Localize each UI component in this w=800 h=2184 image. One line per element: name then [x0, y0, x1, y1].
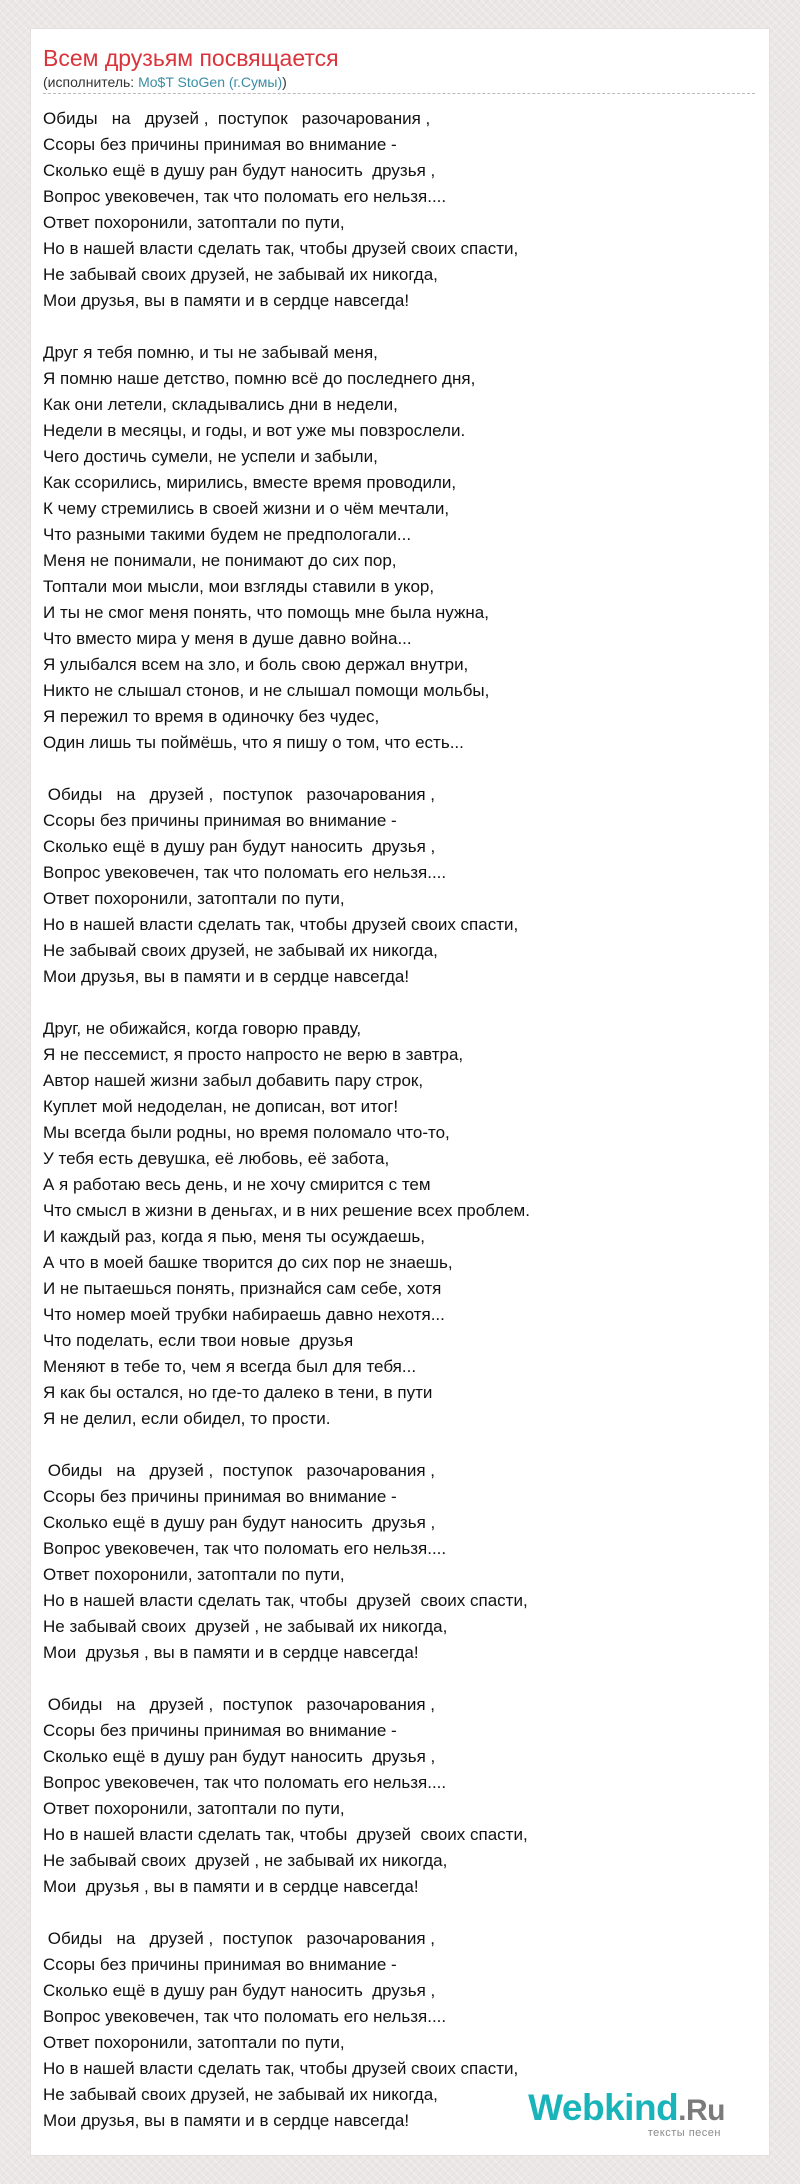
site-logo-wordmark: [528, 2088, 725, 2131]
lyrics-line: Мои друзья , вы в памяти и в сердце навсегда!: [43, 1877, 419, 1896]
lyrics-line: Ответ похоронили, затоптали по пути,: [43, 2033, 345, 2052]
artist-suffix: ): [282, 74, 287, 90]
lyrics-line: Ответ похоронили, затоптали по пути,: [43, 889, 345, 908]
lyrics-line: Не забывай своих друзей , не забывай их никогда,: [43, 1851, 448, 1870]
lyrics-line: Не забывай своих друзей, не забывай их никогда,: [43, 265, 438, 284]
lyrics-line: Вопрос увековечен, так что поломать его нельзя....: [43, 1539, 447, 1558]
lyrics-line: Вопрос увековечен, так что поломать его нельзя....: [43, 2007, 447, 2026]
lyrics-line: Друг, не обижайся, когда говорю правду,: [43, 1019, 362, 1038]
lyrics-line: Никто не слышал стонов, и не слышал помощи мольбы,: [43, 681, 490, 700]
lyrics-line: Вопрос увековечен, так что поломать его нельзя....: [43, 187, 447, 206]
lyrics-line: Куплет мой недоделан, не дописан, вот итог!: [43, 1097, 399, 1116]
lyrics-line: Ответ похоронили, затоптали по пути,: [43, 1565, 345, 1584]
lyrics-line: У тебя есть девушка, её любовь, её забота,: [43, 1149, 390, 1168]
lyrics-line: Что поделать, если твои новые друзья: [43, 1331, 354, 1350]
lyrics-line: Как ссорились, мирились, вместе время проводили,: [43, 473, 457, 492]
lyrics-line: Ответ похоронили, затоптали по пути,: [43, 213, 345, 232]
lyrics-line: Друг я тебя помню, и ты не забывай меня,: [43, 343, 378, 362]
lyrics-stanza: [43, 1458, 759, 1666]
lyrics-stanza: [43, 1016, 759, 1432]
lyrics-line: Вопрос увековечен, так что поломать его нельзя....: [43, 1773, 447, 1792]
lyrics-line: Топтали мои мысли, мои взгляды ставили в укор,: [43, 577, 435, 596]
lyrics-line: Меняют в тебе то, чем я всегда был для тебя...: [43, 1357, 417, 1376]
lyrics-line: Чего достичь сумели, не успели и забыли,: [43, 447, 378, 466]
lyrics-line: Мои друзья, вы в памяти и в сердце навсегда!: [43, 967, 410, 986]
lyrics-line: Один лишь ты поймёшь, что я пишу о том, что есть...: [43, 733, 464, 752]
lyrics-line: Обиды на друзей , поступок разочарования ,: [43, 785, 435, 804]
lyrics-line: Не забывай своих друзей , не забывай их никогда,: [43, 1617, 448, 1636]
lyrics-line: Я помню наше детство, помню всё до последнего дня,: [43, 369, 476, 388]
lyrics-line: Мои друзья, вы в памяти и в сердце навсегда!: [43, 291, 410, 310]
site-logo-name: Webkind: [528, 2087, 679, 2128]
lyrics-line: Мои друзья , вы в памяти и в сердце навсегда!: [43, 1643, 419, 1662]
site-logo[interactable]: [528, 2088, 725, 2139]
lyrics-line: Не забывай своих друзей, не забывай их никогда,: [43, 2085, 438, 2104]
lyrics-line: Мои друзья, вы в памяти и в сердце навсегда!: [43, 2111, 410, 2130]
lyrics-line: К чему стремились в своей жизни и о чём мечтали,: [43, 499, 450, 518]
lyrics-line: Но в нашей власти сделать так, чтобы друзей своих спасти,: [43, 915, 519, 934]
artist-line: [43, 73, 755, 94]
lyrics-line: Но в нашей власти сделать так, чтобы друзей своих спасти,: [43, 239, 519, 258]
lyrics-stanza: [43, 782, 759, 990]
lyrics-stanza: [43, 106, 759, 314]
lyrics-line: Я улыбался всем на зло, и боль свою держал внутри,: [43, 655, 469, 674]
lyrics-line: Сколько ещё в душу ран будут наносить друзья ,: [43, 1513, 436, 1532]
lyrics-line: Что вместо мира у меня в душе давно война...: [43, 629, 412, 648]
lyrics-line: Обиды на друзей , поступок разочарования ,: [43, 109, 431, 128]
lyrics-line: Что номер моей трубки набираешь давно нехотя...: [43, 1305, 445, 1324]
lyrics-line: Сколько ещё в душу ран будут наносить друзья ,: [43, 1747, 436, 1766]
lyrics-stanza: [43, 340, 759, 756]
song-title: Всем друзьям посвящается: [43, 45, 339, 71]
lyrics-line: Я не пессемист, я просто напросто не верю в завтра,: [43, 1045, 464, 1064]
lyrics-line: Но в нашей власти сделать так, чтобы друзей своих спасти,: [43, 1591, 528, 1610]
lyrics-line: И каждый раз, когда я пью, меня ты осуждаешь,: [43, 1227, 425, 1246]
lyrics-line: Автор нашей жизни забыл добавить пару строк,: [43, 1071, 424, 1090]
lyrics-card: [30, 28, 770, 2156]
lyrics-body: [43, 106, 759, 2134]
lyrics-line: Сколько ещё в душу ран будут наносить друзья ,: [43, 1981, 436, 2000]
lyrics-line: Обиды на друзей , поступок разочарования ,: [43, 1929, 435, 1948]
lyrics-line: Ссоры без причины принимая во внимание -: [43, 1487, 397, 1506]
lyrics-line: Мы всегда были родны, но время поломало что-то,: [43, 1123, 450, 1142]
lyrics-line: Не забывай своих друзей, не забывай их никогда,: [43, 941, 438, 960]
lyrics-line: Что смысл в жизни в деньгах, и в них решение всех проблем.: [43, 1201, 530, 1220]
lyrics-line: Ответ похоронили, затоптали по пути,: [43, 1799, 345, 1818]
artist-prefix: (исполнитель:: [43, 74, 139, 90]
lyrics-line: Вопрос увековечен, так что поломать его нельзя....: [43, 863, 447, 882]
site-logo-tagline: тексты песен: [647, 2127, 721, 2139]
lyrics-line: И ты не смог меня понять, что помощь мне была нужна,: [43, 603, 489, 622]
lyrics-line: Ссоры без причины принимая во внимание -: [43, 135, 397, 154]
lyrics-line: Но в нашей власти сделать так, чтобы друзей своих спасти,: [43, 2059, 519, 2078]
site-logo-tld: .Ru: [678, 2094, 725, 2127]
lyrics-line: Но в нашей власти сделать так, чтобы друзей своих спасти,: [43, 1825, 528, 1844]
lyrics-line: Меня не понимали, не понимают до сих пор,: [43, 551, 397, 570]
lyrics-line: Я пережил то время в одиночку без чудес,: [43, 707, 380, 726]
lyrics-line: И не пытаешься понять, признайся сам себе, хотя: [43, 1279, 442, 1298]
lyrics-line: Сколько ещё в душу ран будут наносить друзья ,: [43, 837, 436, 856]
lyrics-line: Как они летели, складывались дни в недели,: [43, 395, 398, 414]
lyrics-line: Я не делил, если обидел, то прости.: [43, 1409, 331, 1428]
lyrics-stanza: [43, 1692, 759, 1900]
lyrics-line: Ссоры без причины принимая во внимание -: [43, 811, 397, 830]
lyrics-line: Обиды на друзей , поступок разочарования ,: [43, 1695, 435, 1714]
lyrics-line: Обиды на друзей , поступок разочарования ,: [43, 1461, 435, 1480]
lyrics-line: Я как бы остался, но где-то далеко в тени, в пути: [43, 1383, 433, 1402]
lyrics-content: [43, 43, 759, 2160]
lyrics-line: Что разными такими будем не предпологали...: [43, 525, 412, 544]
lyrics-line: Недели в месяцы, и годы, и вот уже мы повзрослели.: [43, 421, 466, 440]
lyrics-line: Сколько ещё в душу ран будут наносить друзья ,: [43, 161, 436, 180]
lyrics-line: А я работаю весь день, и не хочу смирится с тем: [43, 1175, 431, 1194]
artist-link[interactable]: Mo$T StoGen (г.Сумы): [138, 74, 283, 90]
lyrics-line: Ссоры без причины принимая во внимание -: [43, 1721, 397, 1740]
lyrics-line: А что в моей башке творится до сих пор не знаешь,: [43, 1253, 453, 1272]
lyrics-line: Ссоры без причины принимая во внимание -: [43, 1955, 397, 1974]
